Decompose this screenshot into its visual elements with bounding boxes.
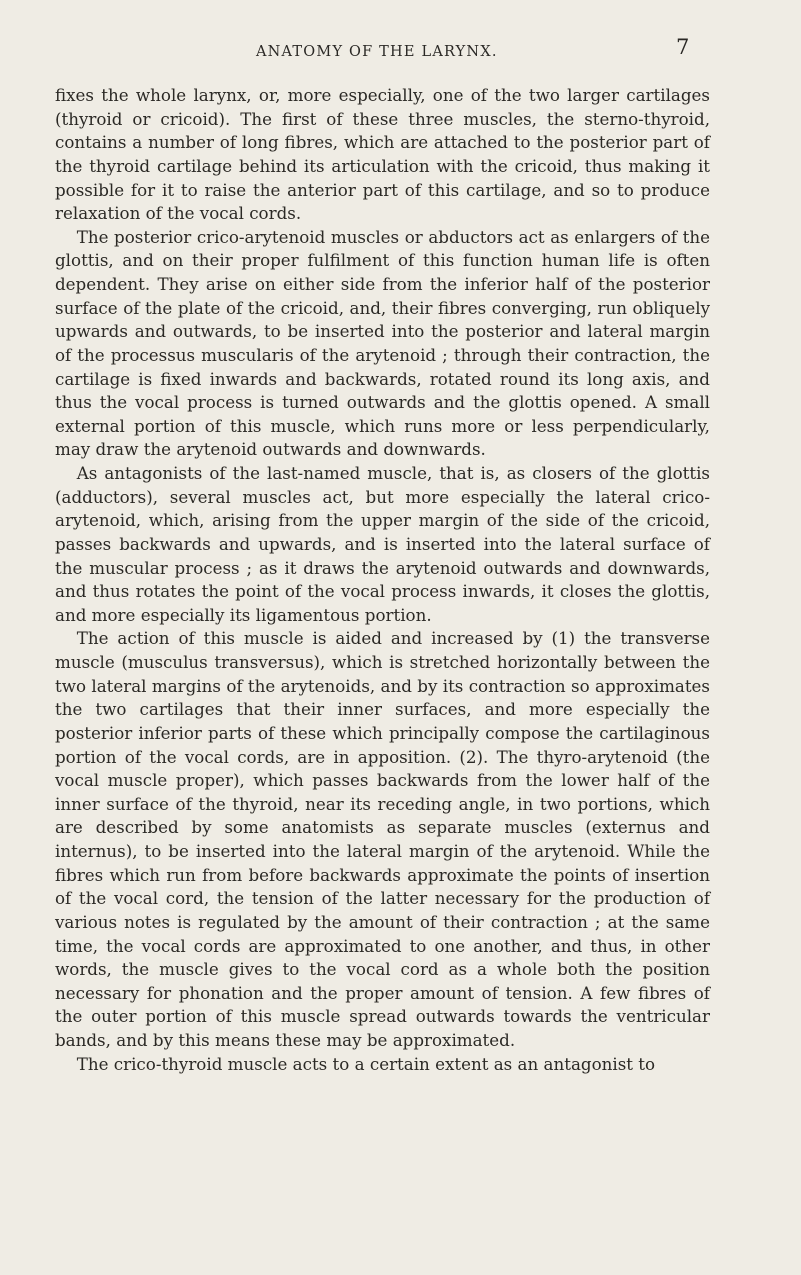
page-number: 7 (676, 35, 690, 59)
running-title: ANATOMY OF THE LARYNX. (256, 44, 498, 60)
paragraph-crico-thyroid: The crico-thyroid muscle acts to a certain extent as an antagonist to (76, 1053, 656, 1074)
paragraph-continuation: fixes the whole larynx, or, more especially, one of the two larger cartilages (thyroid or cricoid). The first of these three muscles, the sterno-thyroid, contains a number of long fibres, which are attached to the posterior part of the thyroid cartilage behind its articulation with the cricoid, thus making it possible for it to raise the anterior part of this cartilage, and so to produce relaxation of the vocal cords. (55, 85, 710, 224)
paragraph-transverse-and-thyro-arytenoid: The action of this muscle is aided and increased by (1) the transverse muscle (musculus transversus), which is stretched horizontally between the two lateral margins of the arytenoids, and by its contraction so approximates the two cartilages that their inner surfaces, and more especially the posterior inferior parts of these which principally compose the cartilaginous portion of the vocal cords, are in apposition. (2). The thyro-arytenoid (the vocal muscle proper), which passes backwards from the lower half of the inner surface of the thyroid, near its receding angle, in two portions, which are described by some anatomists as separate muscles (externus and internus), to be inserted into the lateral margin of the arytenoid. While the fibres which run from before backwards approximate the points of insertion of the vocal cord, the tension of the latter necessary for the production of various notes is regulated by the amount of their contraction ; at the same time, the vocal cords are approximated to one another, and thus, in other words, the muscle gives to the vocal cord as a whole both the position necessary for phonation and the proper amount of tension. A few fibres of the outer portion of this muscle spread outwards towards the ventricular bands, and by this means these may be approximated. (55, 628, 710, 1050)
running-head (0, 35, 801, 68)
body-text (55, 84, 710, 1076)
paragraph-posterior-crico-arytenoid: The posterior crico-arytenoid muscles or abductors act as enlargers of the glottis, and on their proper fulfilment of this function human life is often dependent. They arise on either side from the inferior half of the posterior surface of the plate of the cricoid, and, their fibres converging, run obliquely upwards and outwards, to be inserted into the posterior and lateral margin of the processus muscularis of the arytenoid ; through their contraction, the cartilage is fixed inwards and backwards, rotated round its long axis, and thus the vocal process is turned outwards and the glottis opened. A small external portion of this muscle, which runs more or less perpendicularly, may draw the arytenoid outwards and downwards. (55, 226, 710, 460)
paragraph-lateral-crico-arytenoid: As antagonists of the last-named muscle, that is, as closers of the glottis (adductors), several muscles act, but more especially the lateral crico-arytenoid, which, arising from the upper margin of the side of the cricoid, passes backwards and upwards, and is inserted into the lateral surface of the muscular process ; as it draws the arytenoid outwards and downwards, and thus rotates the point of the vocal process inwards, it closes the glottis, and more especially its ligamentous portion. (55, 463, 710, 625)
